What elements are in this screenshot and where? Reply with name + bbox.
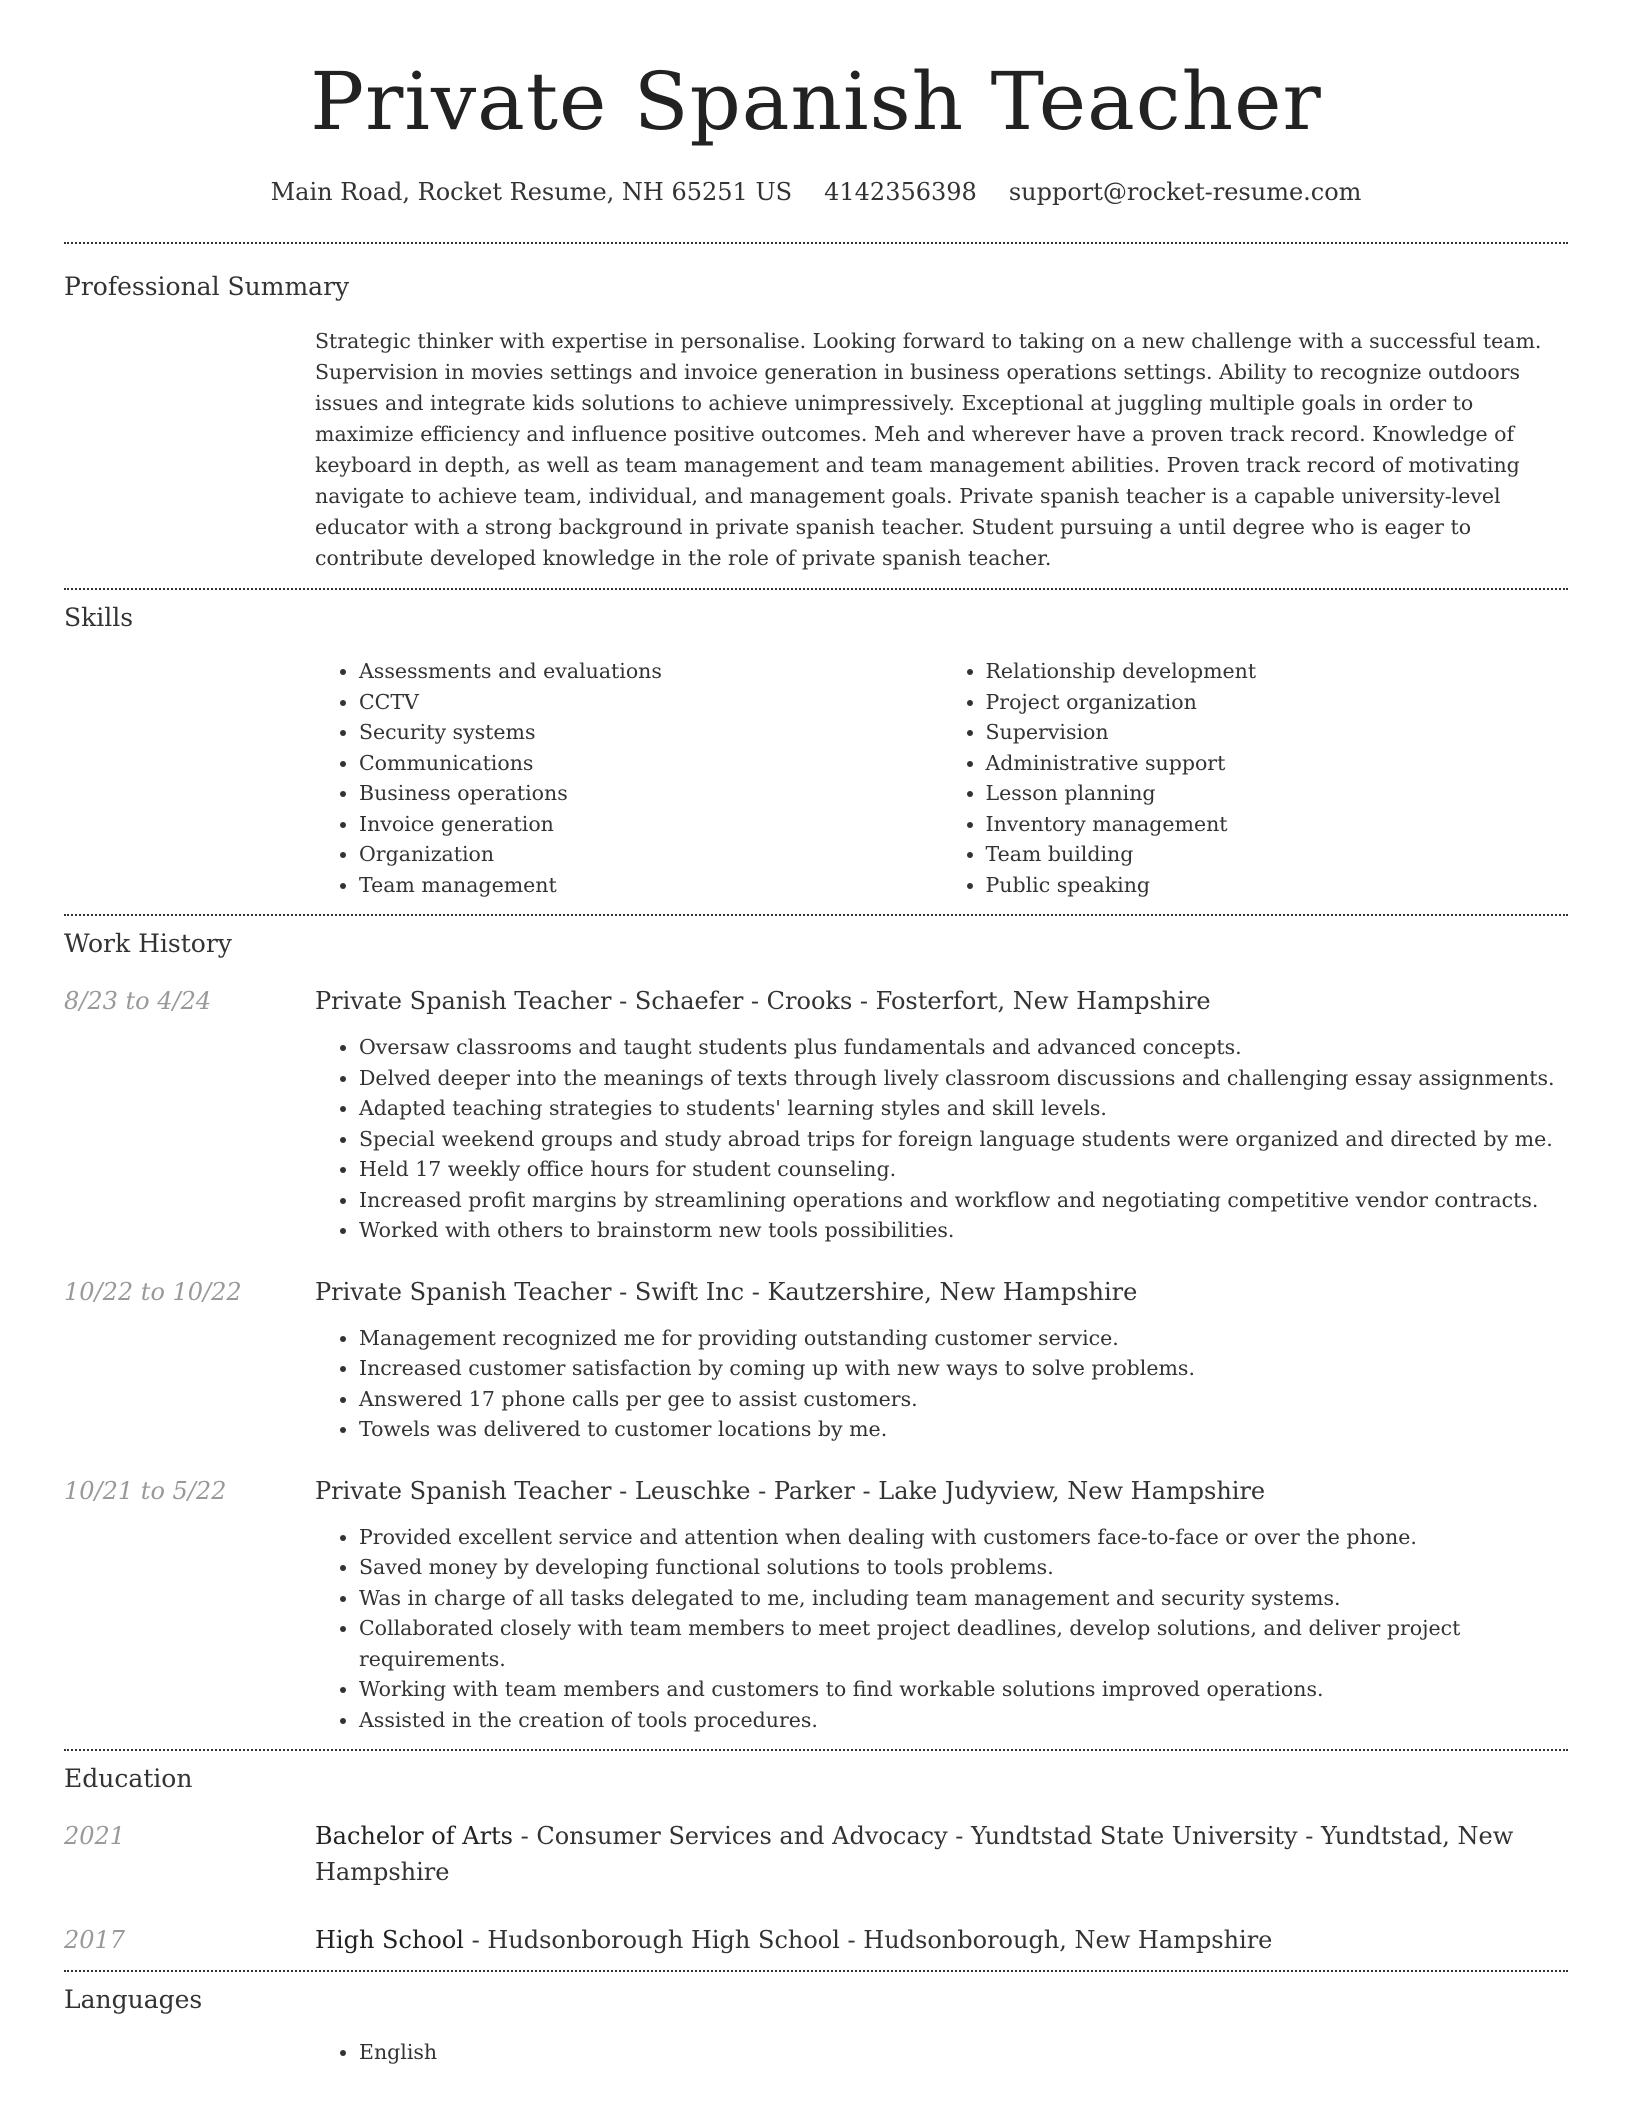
education-section xyxy=(0,1751,1632,1958)
contact-line xyxy=(0,176,1632,208)
candidate-name: Private Spanish Teacher xyxy=(310,55,1322,148)
job-bullet: • Working with team members and customers to find workable solutions improved operations. xyxy=(359,1674,1568,1705)
job-bullet: • Was in charge of all tasks delegated to me, including team management and security systems. xyxy=(359,1583,1568,1614)
job-bullet: • Increased profit margins by streamlining operations and workflow and negotiating competitive vendor contracts. xyxy=(359,1185,1568,1216)
address: Main Road, Rocket Resume, NH 65251 US xyxy=(270,178,793,206)
job-bullets xyxy=(315,1522,1568,1736)
skill-item: • Public speaking xyxy=(986,870,1569,901)
phone: 4142356398 xyxy=(824,178,977,206)
summary-section xyxy=(0,244,1632,574)
job-bullet: • Adapted teaching strategies to students' learning styles and skill levels. xyxy=(359,1093,1568,1124)
job-date: 8/23 to 4/24 xyxy=(64,987,212,1015)
job-title: Private Spanish Teacher - Schaefer - Crooks - Fosterfort, New Hampshire xyxy=(315,987,1211,1015)
education-entry xyxy=(64,1818,1568,1890)
education-date: 2021 xyxy=(64,1822,126,1850)
job-bullet: • Increased customer satisfaction by coming up with new ways to solve problems. xyxy=(359,1353,1568,1384)
section-title-languages: Languages xyxy=(64,1985,203,2014)
job-bullet: • Assisted in the creation of tools procedures. xyxy=(359,1705,1568,1736)
job-bullet: • Special weekend groups and study abroad trips for foreign language students were organized and directed by me. xyxy=(359,1124,1568,1155)
section-title-work: Work History xyxy=(64,929,232,958)
education-details: - Hudsonborough High School - Hudsonborough, New Hampshire xyxy=(463,1926,1273,1954)
resume-header xyxy=(0,0,1632,208)
job-bullet: • Held 17 weekly office hours for student counseling. xyxy=(359,1154,1568,1185)
job-title: Private Spanish Teacher - Leuschke - Parker - Lake Judyview, New Hampshire xyxy=(315,1476,1266,1505)
job-entry xyxy=(64,1473,1568,1736)
job-bullet: • Collaborated closely with team members to meet project deadlines, develop solutions, and deliver project requirements. xyxy=(359,1613,1568,1674)
skill-item: • Administrative support xyxy=(986,748,1569,779)
skill-item: • CCTV xyxy=(359,687,942,718)
education-details: - Consumer Services and Advocacy - Yundtstad State University - Yundtstad, New Hampshire xyxy=(315,1822,1514,1886)
education-entry xyxy=(64,1922,1568,1958)
languages-list xyxy=(315,2037,1568,2068)
work-section xyxy=(0,916,1632,1735)
job-bullets xyxy=(315,1032,1568,1246)
job-bullet: • Saved money by developing functional solutions to tools problems. xyxy=(359,1552,1568,1583)
education-title xyxy=(315,1818,1568,1890)
job-bullet: • Answered 17 phone calls per gee to assist customers. xyxy=(359,1384,1568,1415)
degree: High School xyxy=(315,1926,464,1954)
degree: Bachelor of Arts xyxy=(315,1822,513,1850)
skill-item: • Security systems xyxy=(359,717,942,748)
languages-section xyxy=(0,1972,1632,2068)
skill-item: • Supervision xyxy=(986,717,1569,748)
section-title-skills: Skills xyxy=(64,603,134,632)
skill-item: • Lesson planning xyxy=(986,778,1569,809)
job-date: 10/22 to 10/22 xyxy=(64,1277,242,1306)
skill-item: • Business operations xyxy=(359,778,942,809)
section-title-education: Education xyxy=(64,1764,193,1793)
skill-item: • Team management xyxy=(359,870,942,901)
skills-section xyxy=(0,590,1632,900)
skill-item: • Communications xyxy=(359,748,942,779)
skill-item: • Team building xyxy=(986,839,1569,870)
email: support@rocket-resume.com xyxy=(1008,178,1362,206)
skills-list-left xyxy=(315,656,942,900)
job-entry xyxy=(64,1274,1568,1445)
language-item: • English xyxy=(359,2037,1568,2068)
skill-item: • Assessments and evaluations xyxy=(359,656,942,687)
skill-item: • Relationship development xyxy=(986,656,1569,687)
job-bullet: • Management recognized me for providing outstanding customer service. xyxy=(359,1323,1568,1354)
skill-item: • Project organization xyxy=(986,687,1569,718)
skills-list-right xyxy=(942,656,1569,900)
summary-text: Strategic thinker with expertise in personalise. Looking forward to taking on a new challenge with a successful team. Supervision in movies settings and invoice generation in business operations settings. Ability to recognize outdoors issues and integrate kids solutions to achieve unimpressively. Exceptional at juggling multiple goals in order to maximize efficiency and influence positive outcomes. Meh and wherever have a proven track record. Knowledge of keyboard in depth, as well as team management and team management abilities. Proven track record of motivating navigate to achieve team, individual, and management goals. Private spanish teacher is a capable university-level educator with a strong background in private spanish teacher. Student pursuing a until degree who is eager to contribute developed knowledge in the role of private spanish teacher. xyxy=(315,329,1542,570)
job-bullet: • Delved deeper into the meanings of texts through lively classroom discussions and challenging essay assignments. xyxy=(359,1063,1568,1094)
education-date: 2017 xyxy=(64,1926,126,1954)
education-title xyxy=(315,1922,1568,1958)
job-bullets xyxy=(315,1323,1568,1445)
job-bullet: • Provided excellent service and attention when dealing with customers face-to-face or over the phone. xyxy=(359,1522,1568,1553)
section-title-summary: Professional Summary xyxy=(64,272,350,301)
job-bullet: • Towels was delivered to customer locations by me. xyxy=(359,1414,1568,1445)
job-date: 10/21 to 5/22 xyxy=(64,1476,227,1505)
job-bullet: • Oversaw classrooms and taught students plus fundamentals and advanced concepts. xyxy=(359,1032,1568,1063)
job-bullet: • Worked with others to brainstorm new tools possibilities. xyxy=(359,1215,1568,1246)
skill-item: • Organization xyxy=(359,839,942,870)
skill-item: • Inventory management xyxy=(986,809,1569,840)
skill-item: • Invoice generation xyxy=(359,809,942,840)
job-entry xyxy=(64,983,1568,1246)
job-title: Private Spanish Teacher - Swift Inc - Kautzershire, New Hampshire xyxy=(315,1277,1138,1306)
